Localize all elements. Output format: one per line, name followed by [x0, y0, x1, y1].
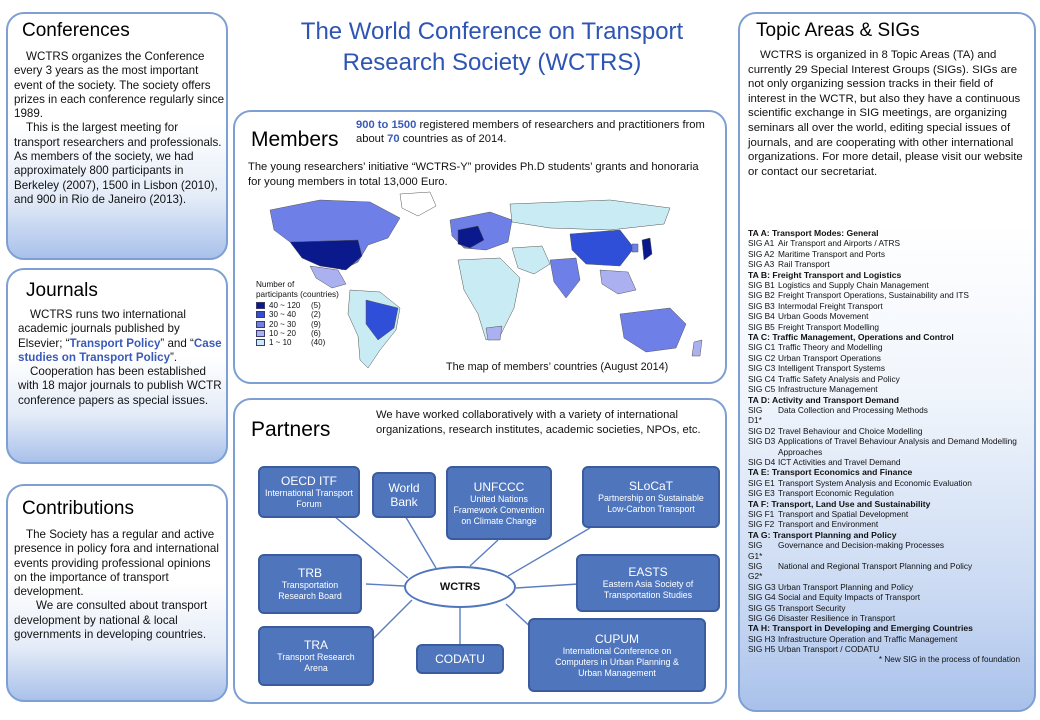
sig-item [748, 322, 1030, 332]
members-heading: Members [251, 128, 339, 151]
sig-code: SIG C1 [748, 342, 776, 353]
sig-name: Infrastructure Management [778, 384, 878, 395]
topic-area-heading: TA F: Transport, Land Use and Sustainability [748, 498, 931, 509]
sig-name: Travel Behaviour and Choice Modelling [778, 425, 923, 436]
members-summary: 900 to 1500 registered members of researchers and practitioners from about 70 countries as of 2014. [356, 119, 705, 145]
conferences-para-2: This is the largest meeting for transport researchers and professionals. As members of the society, we had approximately 800 participants in Berkeley (2007), 1500 in Lisbon (2010), and 900 in Rio de Janeiro (2013). [14, 121, 222, 206]
sig-code: SIG B5 [748, 321, 775, 332]
sig-code: SIG E3 [748, 488, 775, 499]
legend-count: (2) [311, 310, 321, 320]
page-title: The World Conference on Transport Research Society (WCTRS) [300, 18, 684, 76]
sig-item [748, 644, 1030, 654]
country-count: 70 [387, 133, 400, 145]
sig-code: SIG G1* [748, 540, 763, 561]
sig-code: SIG H3 [748, 633, 776, 644]
sig-code: SIG C2 [748, 352, 776, 363]
sig-code: SIG G6 [748, 613, 776, 624]
map-caption: The map of members’ countries (August 2014) [446, 361, 669, 373]
sig-name: Rail Transport [778, 259, 830, 270]
new-sig-note: * New SIG in the process of foundation [878, 654, 1020, 664]
sig-item [748, 488, 1030, 498]
journal-case-studies: Case studies on Transport Policy [18, 336, 222, 364]
legend-range: 30 ~ 40 [269, 310, 296, 320]
sig-item [748, 436, 1030, 457]
topics-intro: WCTRS is organized in 8 Topic Areas (TA) and currently 29 Special Interest Groups (SIGs). SIGs are not only organizing session tracks in their field of interest in the WCTR, but also they have a continuous scientific exchange in SIG meetings, are organizing seminars all over the world, editing special issues of journals, and are cooperating with other international organizations. For more detail, please visit our website or contact our secretariat. [748, 49, 1023, 178]
line-tra [372, 600, 412, 640]
journal-transport-policy: Transport Policy [69, 336, 161, 350]
legend-title: Number of participants (countries) [256, 280, 339, 299]
sig-name: Transport System Analysis and Economic Evaluation [778, 477, 972, 488]
sig-item [748, 426, 1030, 436]
partner-tra: TRA Transport Research Arena [258, 626, 374, 686]
sig-name: Traffic Theory and Modelling [778, 342, 883, 353]
sig-name: Transport and Environment [778, 519, 879, 530]
sig-name: Urban Transport / CODATU [778, 644, 880, 655]
legend-count: (6) [311, 328, 321, 338]
partner-codatu: CODATU [416, 644, 504, 674]
sig-code: SIG C3 [748, 363, 776, 374]
sig-name: Transport Security [778, 602, 846, 613]
legend-range: 1 ~ 10 [269, 338, 292, 348]
sig-code: SIG G2* [748, 561, 763, 582]
sig-name: Data Collection and Processing Methods [778, 404, 928, 415]
partner-easts: EASTS Eastern Asia Society of Transportation Studies [576, 554, 720, 612]
sig-code: SIG B4 [748, 311, 775, 322]
sig-name: Urban Transport Operations [778, 352, 881, 363]
sig-item [748, 290, 1030, 300]
partners-heading: Partners [251, 418, 331, 441]
topic-area-heading: TA G: Transport Planning and Policy [748, 529, 897, 540]
conferences-para-1: WCTRS organizes the Conference every 3 years as the most important event of the society. The society offers prizes in each conference regularly since 1989. [14, 50, 225, 121]
sig-name: Intelligent Transport Systems [778, 363, 885, 374]
line-worldbank [404, 514, 436, 568]
sig-code: SIG C4 [748, 373, 776, 384]
sig-name: Logistics and Supply Chain Management [778, 280, 929, 291]
wctrs-center-node: WCTRS [404, 566, 516, 608]
topics-heading: Topic Areas & SIGs [756, 20, 920, 41]
sig-item [748, 457, 1030, 467]
sig-item [748, 374, 1030, 384]
topic-area-heading: TA D: Activity and Transport Demand [748, 394, 900, 405]
sig-item [748, 259, 1030, 269]
sig-code: SIG B1 [748, 280, 775, 291]
sig-name: Infrastructure Operation and Traffic Management [778, 633, 958, 644]
sig-code: SIG G5 [748, 602, 776, 613]
sig-name: Traffic Safety Analysis and Policy [778, 373, 900, 384]
sig-item [748, 405, 1030, 426]
legend-count: (40) [311, 338, 326, 348]
topic-area-heading: TA H: Transport in Developing and Emerging Countries [748, 623, 973, 634]
sig-item [748, 280, 1030, 290]
partner-world-bank: World Bank [372, 472, 436, 518]
sig-item [748, 363, 1030, 373]
legend-range: 10 ~ 20 [269, 328, 296, 338]
sig-name: Urban Goods Movement [778, 311, 869, 322]
sig-code: SIG F2 [748, 519, 775, 530]
sig-item [748, 634, 1030, 644]
sig-item [748, 311, 1030, 321]
sig-item [748, 384, 1030, 394]
topic-areas-list [748, 228, 1030, 665]
sig-name: Freight Transport Modelling [778, 321, 879, 332]
partner-unfccc: UNFCCC United Nations Framework Convention on Climate Change [446, 466, 552, 540]
journals-para-1: WCTRS runs two international academic journals published by Elsevier; “Transport Policy” and “Case studies on Transport Policy”. [18, 308, 222, 364]
sig-code: SIG D1* [748, 404, 763, 426]
topic-area-heading: TA A: Transport Modes: General [748, 228, 879, 238]
sig-name: Freight Transport Operations, Sustainability and ITS [778, 290, 969, 301]
legend-range: 20 ~ 30 [269, 319, 296, 329]
legend-range: 40 ~ 120 [269, 300, 301, 310]
sig-code: SIG A3 [748, 259, 775, 270]
partner-slocat: SLoCaT Partnership on Sustainable Low-Carbon Transport [582, 466, 720, 528]
sig-name: ICT Activities and Travel Demand [778, 456, 901, 467]
legend-count: (5) [311, 300, 321, 310]
journals-heading: Journals [26, 280, 98, 301]
sig-name: National and Regional Transport Planning and Policy [778, 561, 973, 571]
conferences-heading: Conferences [22, 20, 130, 41]
sig-item [748, 613, 1030, 623]
partner-cupum: CUPUM International Conference on Computers in Urban Planning & Urban Management [528, 618, 706, 692]
sig-item [748, 478, 1030, 488]
topic-area-heading: TA B: Freight Transport and Logistics [748, 269, 902, 280]
sig-item [748, 592, 1030, 602]
sig-name: Governance and Decision-making Processes [778, 540, 945, 551]
sig-name: Intermodal Freight Transport [778, 300, 883, 311]
sig-name: Air Transport and Airports / ATRS [778, 238, 901, 249]
sig-item [748, 540, 1030, 561]
sig-item [748, 603, 1030, 613]
sig-name: Transport and Spatial Development [778, 508, 909, 519]
topic-area-heading: TA C: Traffic Management, Operations and Control [748, 332, 954, 343]
sig-code: SIG F1 [748, 508, 775, 519]
sig-code: SIG D3 [748, 436, 776, 447]
sig-item [748, 238, 1030, 248]
topic-area-heading: TA E: Transport Economics and Finance [748, 467, 913, 478]
sig-item [748, 519, 1030, 529]
sig-item [748, 353, 1030, 363]
contributions-para-1: The Society has a regular and active presence in policy fora and international events providing professional opinions on the importance of transport development. [14, 528, 219, 599]
sig-item [748, 249, 1030, 259]
contributions-heading: Contributions [22, 498, 134, 519]
sig-name: Applications of Travel Behaviour Analysis and Demand Modelling Approaches [778, 436, 1017, 457]
young-researchers-text: The young researchers’ initiative “WCTRS-Y” provides Ph.D students’ grants and honoraria for young members in total 13,000 Euro. [248, 161, 699, 188]
sig-code: SIG D4 [748, 456, 776, 467]
sig-name: Disaster Resilience in Transport [778, 613, 896, 624]
contributions-para-2: We are consulted about transport development by national & local governments in developing countries. [14, 599, 208, 642]
partner-trb: TRB Transportation Research Board [258, 554, 362, 614]
sig-code: SIG B3 [748, 300, 775, 311]
line-unfccc [470, 540, 498, 566]
partner-oecd-itf: OECD ITF International Transport Forum [258, 466, 360, 518]
sig-code: SIG H5 [748, 644, 776, 655]
sig-code: SIG A1 [748, 238, 775, 249]
line-trb [366, 584, 404, 586]
sig-code: SIG G3 [748, 581, 776, 592]
sig-name: Urban Transport Planning and Policy [778, 581, 914, 592]
sig-code: SIG G4 [748, 592, 776, 603]
sig-item [748, 301, 1030, 311]
member-count-range: 900 to 1500 [356, 119, 417, 131]
sig-code: SIG E1 [748, 477, 775, 488]
journals-para-2: Cooperation has been established with 18 major journals to publish WCTR conference papers as special issues. [18, 365, 222, 407]
sig-code: SIG C5 [748, 384, 776, 395]
sig-code: SIG A2 [748, 248, 775, 259]
sig-name: Social and Equity Impacts of Transport [778, 592, 921, 603]
legend-count: (9) [311, 319, 321, 329]
line-easts [516, 584, 578, 588]
sig-code: SIG D2 [748, 425, 776, 436]
sig-name: Transport Economic Regulation [778, 488, 894, 499]
sig-name: Maritime Transport and Ports [778, 248, 885, 259]
sig-code: SIG B2 [748, 290, 775, 301]
sig-item [748, 342, 1030, 352]
sig-item [748, 582, 1030, 592]
sig-item [748, 561, 1030, 582]
sig-item [748, 509, 1030, 519]
partners-intro: We have worked collaboratively with a variety of international organizations, research institutes, academic societies, NPOs, etc. [376, 409, 701, 436]
